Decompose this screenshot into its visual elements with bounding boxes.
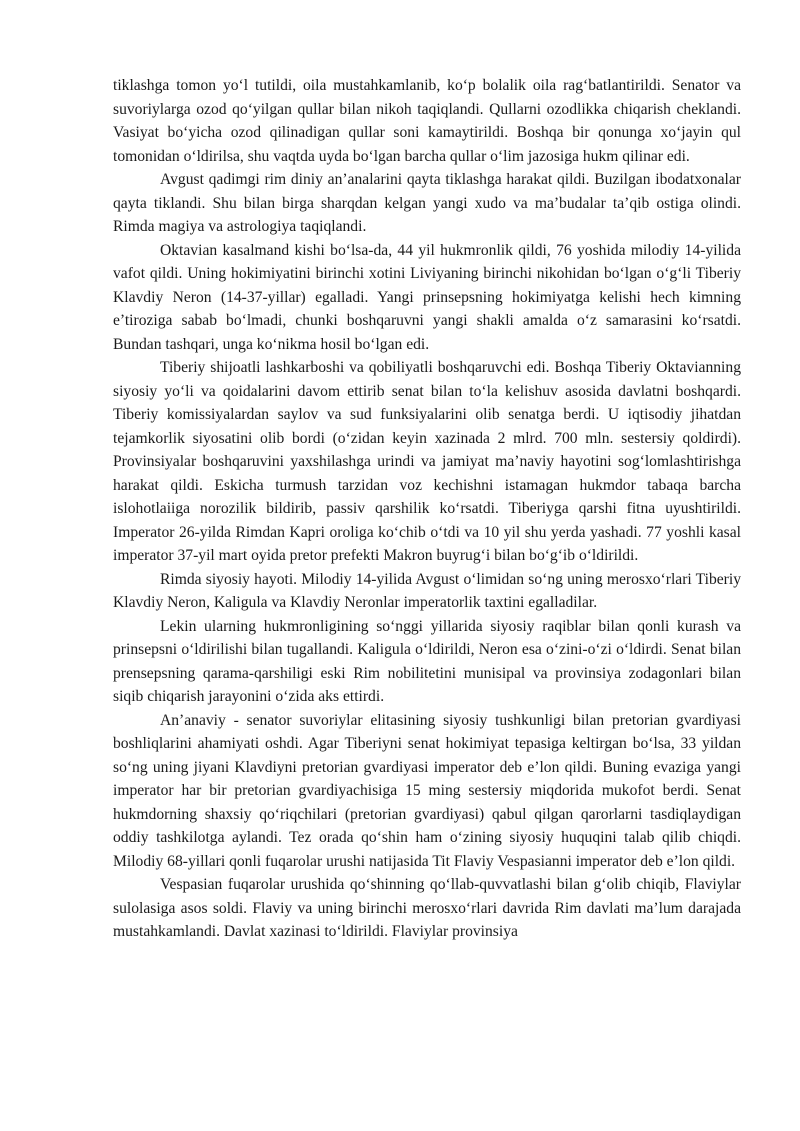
document-page — [113, 74, 741, 944]
paragraph-religion: Avgust qadimgi rim diniy an’analarini qayta tiklashga harakat qildi. Buzilgan ibodatxonalar qayta tiklandi. Shu bilan birga sharqdan kelgan yangi xudo va ma’budalar ta’qib ostiga olindi. Rimda magiya va astrologiya taqiqlandi. — [113, 171, 741, 235]
paragraph-octavian: Oktavian kasalmand kishi boʻlsa-da, 44 yil hukmronlik qildi, 76 yoshida milodiy 14-yilida vafot qildi. Uning hokimiyatini birinchi xotini Liviyaning birinchi nikohidan boʻlgan oʻgʻli Tiberiy Klavdiy Neron (14-37-yillar) egalladi. Yangi prinsepsning hokimiyatga kelishi hech kimning e’tiroziga sabab boʻlmadi, chunki boshqaruvni yangi shakli amalda oʻz samarasini koʻrsatdi. Bundan tashqari, unga koʻnikma hosil boʻlgan edi. — [113, 241, 741, 353]
paragraph-praetorian-guard: An’anaviy - senator suvoriylar elitasining siyosiy tushkunligi bilan pretorian gvardiyasi boshliqlarini ahamiyati oshdi. Agar Tiberiyni senat hokimiyat tepasiga keltirgan boʻlsa, 33 yildan soʻng uning jiyani Klavdiyni pretorian gvardiyasi imperator deb e’lon qildi. Buning evaziga yangi imperator har bir pretorian gvardiyachisiga 15 ming sestersiy miqdorida mukofot berdi. Senat hukmdorning shaxsiy qoʻriqchilari (pretorian gvardiyasi) qabul qilgan qarorlarni tasdiqlaydigan oddiy tashkilotga aylandi. Tez orada qoʻshin ham oʻzining siyosiy huquqini talab qilib chiqdi. Milodiy 68-yillari qonli fuqarolar urushi natijasida Tit Flaviy Vespasianni imperator deb e’lon qildi. — [113, 711, 741, 870]
paragraph-vespasian: Vespasian fuqarolar urushida qoʻshinning qoʻllab-quvvatlashi bilan gʻolib chiqib, Flaviylar sulolasiga asos soldi. Flaviy va uning birinchi merosxoʻrlari davrida Rim davlati ma’lum darajada mustahkamlandi. Davlat xazinasi toʻldirildi. Flaviylar provinsiya — [113, 876, 741, 940]
paragraph-family-laws: tiklashga tomon yoʻl tutildi, oila mustahkamlanib, koʻp bolalik oila ragʻbatlantirildi. Senator va suvoriylarga ozod qoʻyilgan qullar bilan nikoh taqiqlandi. Qullarni ozodlikka chiqarish cheklandi. Vasiyat boʻyicha ozod qilinadigan qullar soni kamaytirildi. Boshqa bir qonunga xoʻjayin qul tomonidan oʻldirilsa, shu vaqtda uyda boʻlgan barcha qullar oʻlim jazosiga hukm qilinar edi. — [113, 77, 741, 165]
paragraph-tiberius: Tiberiy shijoatli lashkarboshi va qobiliyatli boshqaruvchi edi. Boshqa Tiberiy Oktavianning siyosiy yoʻli va qoidalarini davom ettirib senat bilan toʻla kelishuv asosida davlatni boshqardi. Tiberiy komissiyalardan saylov va sud funksiyalarini olib senatga berdi. U iqtisodiy jihatdan tejamkorlik siyosatini olib bordi (oʻzidan keyin xazinada 2 mlrd. 700 mln. sestersiy qoldirdi). Provinsiyalar boshqaruvini yaxshilashga urindi va jamiyat ma’naviy hayotini sogʻlomlashtirishga harakat qildi. Eskicha turmush tarzidan voz kechishni istamagan hukmdor tabaqa barcha islohotlaiiga norozilik bildirib, passiv qarshilik koʻrsatdi. Tiberiyga qarshi fitna uyushtirildi. Imperator 26-yilda Rimdan Kapri oroliga koʻchib oʻtdi va 10 yil shu yerda yashadi. 77 yoshli kasal imperator 37-yil mart oyida pretor prefekti Makron buyrugʻi bilan boʻgʻib oʻldirildi. — [113, 359, 741, 564]
paragraph-political-life: Rimda siyosiy hayoti. Milodiy 14-yilida Avgust oʻlimidan soʻng uning merosxoʻrlari Tiberiy Klavdiy Neron, Kaligula va Klavdiy Neronlar imperatorlik taxtini egalladilar. — [113, 570, 741, 611]
paragraph-struggle: Lekin ularning hukmronligining soʻnggi yillarida siyosiy raqiblar bilan qonli kurash va prinsepsni oʻldirilishi bilan tugallandi. Kaligula oʻldirildi, Neron esa oʻzini-oʻzi oʻldirdi. Senat bilan prensepsning qarama-qarshiligi eski Rim nobilitetini munisipal va provinsiya zodagonlari bilan siqib chiqarish jarayonini oʻzida aks ettirdi. — [113, 617, 741, 705]
